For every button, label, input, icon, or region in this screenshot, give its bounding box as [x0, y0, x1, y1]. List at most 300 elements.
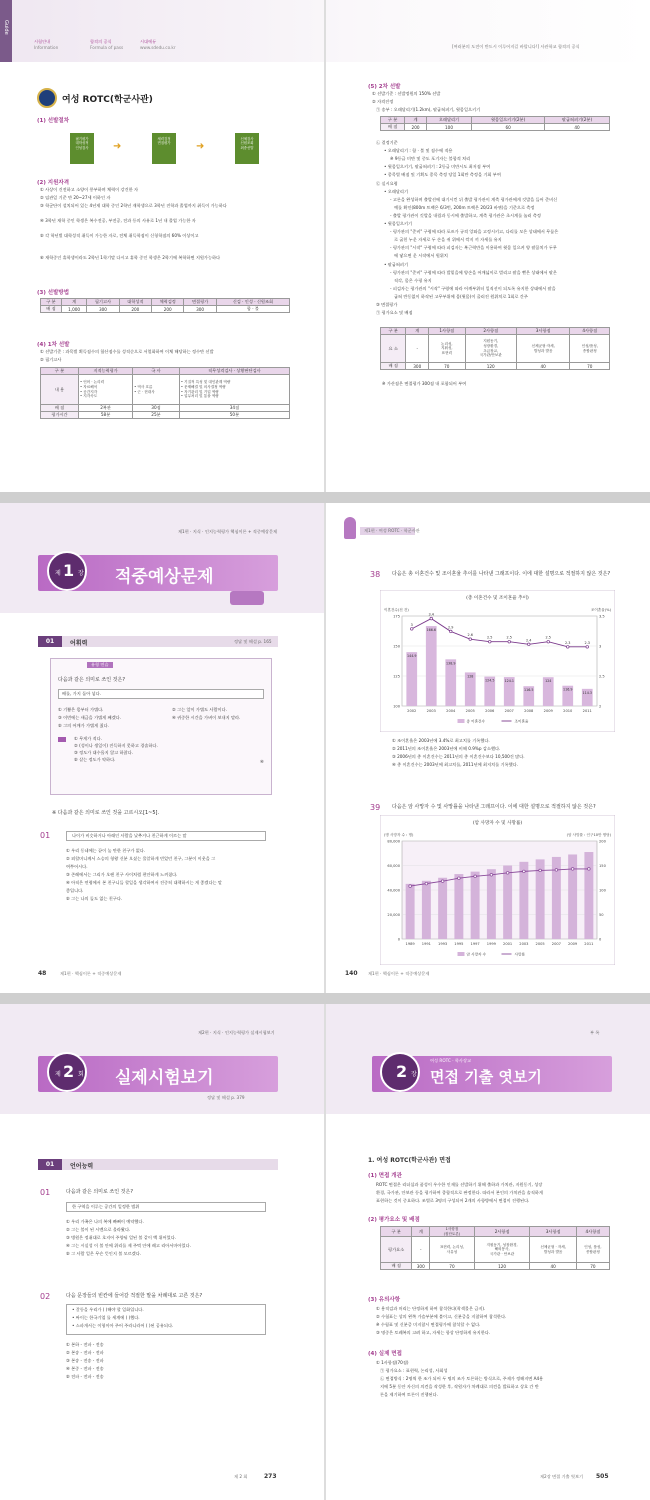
choice-item[interactable]: ① 우리 가족은 나의 복에 빠뻐이 예약했다.: [66, 1219, 144, 1224]
x-tick: 2004: [446, 709, 456, 713]
choice-item[interactable]: ① 기쁨은 몫부터 가볍다.: [58, 707, 104, 712]
q2-box-line: • 스파개서는 이형이아 주어 주라니라어 ( )된 공유되다.: [72, 1323, 174, 1328]
header-col3-ko: 시대에듀: [140, 39, 157, 44]
table-header: 구 분: [41, 368, 79, 375]
legend-label: 총 이혼건수: [466, 719, 485, 724]
rotc-emblem-icon: [37, 88, 57, 108]
line-point: [430, 617, 433, 620]
actual-line: ㉠ 평가요소 : 표현력, 논리성, 사회성: [380, 1368, 448, 1373]
header-col1-ko: 시험안내: [34, 39, 51, 44]
hint-answer: ④: [260, 759, 264, 764]
bar-label: 114.3: [582, 690, 592, 695]
x-tick: 2009: [543, 709, 553, 713]
page-number: 273: [264, 1473, 277, 1480]
fitness-table: [380, 116, 610, 131]
chapter-number: 2: [396, 1062, 408, 1081]
left-running-header: 제1편 · 지식 · 인지능력평가 핵심이론 + 적중예상문제: [178, 529, 278, 534]
x-tick: 2007: [504, 709, 514, 713]
line-point: [586, 646, 589, 649]
table-cell: 100: [426, 124, 471, 131]
choice-item[interactable]: ④ 아직은 연령에서 본 친구니들 할일을 생각하여서 진중히 대책하시는 게 좋겠다는 말: [66, 880, 222, 885]
actual-line: ㉡ 면접방식 : 2명씩 한 조가 되어 두 명의 조가 토론하는 방식으로, 주제가 정해지면 A4용: [380, 1376, 544, 1381]
choice-item[interactable]: ① 우리 동네에는 끝이 높 만한 친구가 없다.: [66, 848, 146, 853]
section-selection-method: (3) 선발방법: [37, 290, 70, 296]
y-left-tick: 0: [397, 937, 400, 942]
x-tick: 1997: [470, 942, 480, 946]
question-text: 다음은 총 이혼건수 및 조이혼율 추이를 나타낸 그래프이다. 이에 대한 설명으로 적절하지 않은 것은?: [392, 571, 611, 577]
choice-item: 여쭈어시다.: [66, 864, 88, 869]
table-cell: 신체균형·자세, 발성과 발음: [516, 335, 570, 363]
table-cell: 합 · 불: [216, 306, 289, 313]
question-number: 01: [40, 831, 51, 840]
line-point: [539, 869, 542, 872]
table-header: 신검 · 인성 · 신원조회: [216, 299, 289, 306]
choice-item[interactable]: ④ 총 이혼건수는 2003년에 최고치를, 2011년에 최저치를 기록했다.: [392, 762, 519, 767]
bar: [406, 884, 415, 939]
choice-item[interactable]: ④ 귀중한 시간을 가벼이 보내지 말라.: [172, 715, 241, 720]
table-cell: 1,000: [61, 306, 86, 313]
line-point: [508, 640, 511, 643]
table-header: 2사항점: [465, 328, 516, 335]
second-selection-line: ㉠ 평가요소 및 배점: [376, 310, 413, 316]
left-running-header: 제2편 · 지식 · 인지능력평가 실제시험보기: [198, 1030, 275, 1035]
gutter: [324, 0, 326, 492]
bar: [503, 866, 512, 940]
table-header: 계: [61, 299, 86, 306]
section-second-selection: (5) 2차 선발: [368, 84, 401, 90]
table-cell: 60: [472, 124, 545, 131]
y-left-tick: 80,000: [387, 839, 400, 844]
y-left-tick: 60,000: [387, 863, 400, 868]
bar-label: 128: [467, 674, 474, 679]
table-cell: 평가시간: [41, 412, 79, 419]
spread-chapter2: [0, 1004, 650, 1500]
question-text: 다음은 암 사망자 수 및 사망률을 나타낸 그래프이다. 이에 대한 설명으로 적절하지 않은 것은?: [392, 804, 596, 810]
x-tick: 1991: [421, 942, 431, 946]
second-selection-item: ㉠ 송부 : 오래달리기(1.2km), 팔굽혀펴기, 윗몸일으키기: [376, 107, 481, 112]
y-left-tick: 125: [393, 674, 400, 679]
y-right-tick: 200: [599, 839, 606, 844]
second-selection-line: - 평가관의 "시작" 구령에 따라 피검자는 복근력만을 이용하여 윗몸 일으켜 양 팔꿈치가 두무: [390, 245, 557, 251]
table-cell: 300: [412, 1263, 430, 1270]
table-header: 4사항점: [576, 1227, 609, 1237]
first-selection-item: ② 필기고사: [40, 357, 62, 362]
selection-method-table: [40, 298, 290, 313]
choice-item[interactable]: ① 본하 - 전파 - 전송: [66, 1342, 104, 1347]
actual-line: 론을 제기하여 토론이 진행된다.: [380, 1392, 438, 1397]
x-tick: 2005: [535, 942, 545, 946]
line-point: [441, 880, 444, 883]
hint-line: ⑤ 살는 정도가 약하다.: [74, 757, 116, 762]
table-header: 팔굽혀펴기(2분): [545, 117, 610, 124]
first-selection-item: ① 선발기준 : 과목별 획득점수의 합산점수를 성적순으로 서열화하여 이체 해당하는 정수만 선발: [40, 349, 214, 354]
choice-item[interactable]: ② 외할머니께서 스승의 형왕 신분 오셨는 물알하게 빈었던 친구, 그분이 이웃을 그: [66, 856, 216, 861]
choice-item[interactable]: ⑤ 그는 나의 둘도 없는 친구다.: [66, 896, 123, 901]
second-selection-line: • 오래달리기: [384, 188, 409, 194]
choice-item[interactable]: ② 본송 - 전파 - 전파: [66, 1350, 104, 1355]
sample-stem: 배를, 가지 돌아 넣다.: [62, 691, 102, 696]
table-cell: 25분: [133, 412, 180, 419]
line-point: [490, 874, 493, 877]
table-cell: 인성/품성, 종합판정: [570, 335, 610, 363]
table-cell: -: [406, 335, 429, 363]
right-footer: 제1편 · 핵심이론 + 적중예상문제: [368, 971, 430, 976]
actual-line: ① 1사항점(70점): [376, 1360, 409, 1365]
chapter-title: 적중예상문제: [115, 567, 214, 587]
bar: [445, 659, 456, 706]
table-header: 직무성격검사 · 상황판단검사: [179, 368, 289, 375]
chapter-number: 2: [63, 1062, 75, 1081]
section-precautions: (3) 유의사항: [368, 1297, 401, 1303]
bar: [438, 878, 447, 939]
chapter-suffix: 장: [78, 570, 84, 577]
legend-swatch-bars: [458, 719, 465, 723]
line-point: [474, 875, 477, 878]
table-cell: • 역사 흐름 • 근 · 현대사: [133, 375, 180, 405]
second-selection-line: ㉢ 실시요령: [376, 180, 398, 186]
arrow-right-icon: ➜: [196, 141, 205, 152]
table-cell: 배 점: [381, 1263, 412, 1270]
eligibility-item: ③ 학군단이 설치되어 있는 4년제 대학 중인 2학년 재학생으로 3학년 진학과 졸업까지 취득이 가능하다: [40, 203, 227, 208]
bar-label: 166.6: [426, 628, 436, 633]
x-tick: 2008: [524, 709, 534, 713]
chapter-title: 실제시험보기: [115, 1068, 214, 1088]
section-eligibility: (2) 지원자격: [37, 180, 70, 186]
chapter-badge: [47, 1052, 87, 1092]
chart-title: (암 사망자 수 및 사망률): [472, 821, 523, 826]
chapter-title: 면접 기출 엿보기: [430, 1068, 542, 1086]
right-running-header: 부 록: [590, 1030, 600, 1035]
table-cell: 120: [465, 363, 516, 370]
y-right-tick: 100: [599, 888, 606, 893]
chapter-badge: [380, 1052, 420, 1092]
point-label: 3.4: [428, 612, 434, 617]
written-test-table: [40, 367, 290, 419]
line-point: [409, 885, 412, 888]
gutter: [324, 1004, 326, 1500]
y-left-tick: 20,000: [387, 912, 400, 917]
second-selection-line: • 윗몸일으키기: [384, 221, 413, 226]
table-cell: 평가요소: [381, 1237, 412, 1263]
table-cell: -: [412, 1237, 430, 1263]
table-cell: 120: [474, 1263, 530, 1270]
second-selection-line: - 평가관의 "준비" 구령에 따라 포즈가 규격 앙와을 고정시키고, 다리를 모은 상태에서 무릎은: [390, 229, 559, 235]
bar: [487, 869, 496, 939]
line-point: [425, 882, 428, 885]
table-cell: 300: [87, 306, 119, 313]
bar: [406, 652, 417, 706]
section-first-selection: (4) 1차 선발: [37, 342, 70, 348]
table-cell: 요 소: [381, 335, 406, 363]
precaution-line: ③ 명중은 토레복의 고려 하고, 자세는 항상 단정하게 유지한다.: [376, 1330, 491, 1335]
table-cell: 지원동기, 성장환경, 초급장교, 국가관/안보관: [465, 335, 516, 363]
line-point: [469, 638, 472, 641]
table-header: 구 분: [41, 299, 62, 306]
actual-line: 지에 5분 동안 자신의 의견을 작성한 후, 작원자가 차례대로 의견을 발표하고 상호 간 반: [380, 1384, 539, 1389]
bar-label: 116.5: [524, 688, 534, 693]
choice-item[interactable]: ④ 그는 시실성 이 볼 안에 위리를 제 주먹 안에 레고 리아서마아었다.: [66, 1243, 191, 1248]
left-footer: 제1편 · 핵심이론 + 적중예상문제: [60, 971, 122, 976]
point-label: 2.3: [565, 640, 571, 645]
left-footer: 제 2 회: [234, 1474, 248, 1479]
point-label: 2.3: [584, 640, 590, 645]
spread-guide: [0, 0, 650, 492]
eligibility-item: ② 임관일 기준 만 20~27세 이하인 자: [40, 195, 111, 200]
line-point: [566, 646, 569, 649]
bar: [519, 862, 528, 939]
point-label: 2.5: [506, 635, 512, 640]
section-title: 어휘력: [70, 640, 88, 647]
table-cell: 70: [429, 363, 466, 370]
precaution-line: ① 용적검과 머리는 단정하게 하여 참석한다(착색물은 금지).: [376, 1306, 486, 1311]
table-cell: 배 점: [41, 306, 62, 313]
chapter-suffix: 장: [411, 1071, 417, 1078]
table-cell: 300: [184, 306, 216, 313]
choice-item[interactable]: ③ 이번에는 새금을 가볍게 째겠다.: [58, 715, 121, 720]
point-label: 2.5: [545, 635, 551, 640]
table-cell: 논리성, 지휘성, 표현력: [429, 335, 466, 363]
page-title: 여성 ROTC(학군사관): [62, 95, 153, 105]
x-tick: 1993: [438, 942, 448, 946]
table-header: 3사항점: [516, 328, 570, 335]
truck-icon: [230, 591, 264, 605]
mascot-icon: [344, 517, 356, 539]
y-left-label: 이혼건수(천 건): [384, 608, 409, 612]
hint-line: ③ 정도가 대수롭지 않고 하찮다.: [74, 750, 133, 755]
table-header: 구 분: [381, 117, 405, 124]
x-tick: 2003: [426, 709, 436, 713]
table-cell: 34점: [179, 405, 289, 412]
interview-elements-table: [380, 327, 610, 370]
second-selection-line: ※ 9등급 미만 및 중도 포기자는 불합격 처리: [390, 156, 471, 162]
question-number: 01: [40, 1188, 51, 1197]
overview-line: ROTC 면접은 리더십과 품성이 우수한 인재를 선발하기 위해 출하과 가치관, 지원동기, 성장: [376, 1182, 543, 1187]
table-header: 대학성적: [119, 299, 151, 306]
choice-item[interactable]: ① 조이혼율은 2003년에 3.4%로 최고치를 기록했다.: [392, 738, 490, 743]
chapter-number: 1: [63, 561, 75, 580]
table-cell: 30점: [133, 405, 180, 412]
table-header: 1사항점: [429, 328, 466, 335]
line-point: [488, 640, 491, 643]
table-cell: 50분: [179, 412, 289, 419]
y-right-label: (암 사망률 : 인구10만 명당): [566, 833, 611, 837]
second-selection-line: • 팔굽혀펴기: [384, 261, 409, 267]
cancer-chart: [380, 815, 615, 965]
chapter-badge: [47, 551, 87, 591]
chapter-suffix: 회: [78, 1071, 84, 1078]
interview-score-table: [380, 1226, 610, 1270]
table-header: 면접평가: [184, 299, 216, 306]
y-right-tick: 0: [599, 937, 602, 942]
table-cell: 70: [570, 363, 610, 370]
second-selection-line: ㉡ 결정기준: [376, 140, 398, 145]
line-point: [458, 877, 461, 880]
question-number: 39: [370, 803, 381, 812]
point-label: 2.6: [467, 633, 473, 638]
right-running-header: 제1편 · 여성 ROTC · 학군사관: [364, 528, 420, 533]
page-number: 48: [38, 970, 47, 977]
guide-tab: [0, 0, 12, 62]
flow-step-3: 신체검사 신원조회 최종선발: [235, 133, 259, 164]
table-cell: 200: [119, 306, 151, 313]
bar-label: 144.9: [407, 654, 417, 659]
instruction: ※ 다음과 같은 의미로 쓰인 것을 고르시오[1~5].: [52, 810, 160, 816]
table-cell: 40: [545, 124, 610, 131]
header-col2-ko: 합격의 공식: [90, 39, 112, 44]
header-col3-en: www.sdedu.co.kr: [140, 45, 176, 50]
choice-item[interactable]: ⑤ 그의 어깨가 가볍게 첬다.: [58, 723, 109, 728]
y-right-tick: 3: [599, 644, 602, 649]
hint-line: ① 무게가 적다.: [74, 736, 102, 741]
line-point: [523, 870, 526, 873]
y-right-tick: 3.5: [599, 614, 605, 619]
x-tick: 2005: [465, 709, 475, 713]
section-number: 01: [38, 1159, 62, 1170]
choice-item[interactable]: ③ 존레에서는 그리가 오랜 친구 사이처럼 편안하게 느껴졌다.: [66, 872, 178, 877]
line-point: [571, 868, 574, 871]
bar: [454, 874, 463, 939]
second-selection-line: • 종목별 배점 및 기획도 종목 측정 당일 1회만 측정을 기회 부여: [384, 172, 501, 178]
table-cell: • 언어 · 논리력 • 자료해석 • 공간지각 • 지각속도: [79, 375, 133, 405]
second-selection-line: • 윗몸일으키기, 팔굽혀펴기 : 2등급 미만시도 최저점 부여: [384, 164, 491, 170]
section-actual-interview: (4) 실제 면접: [368, 1351, 402, 1357]
table-header: 국 사: [133, 368, 180, 375]
bar-label: 116.9: [563, 687, 573, 692]
eligibility-item: ⑥ 재학중인 휴학생이라도 2학년 1학기말 다시고 휴학 중인 학생은 2학기에 복학하면 지원가능하다: [40, 255, 221, 260]
x-tick: 1989: [405, 942, 415, 946]
eligibility-item: ⑤ 각 학년별 대학성적 취득이 가능한 자로, 전체 취득학점이 신청학점의 60% 이상이고: [40, 233, 199, 238]
bonus-note: ※ 가산점은 면접평가 300점 내 포함되어 부여: [382, 381, 467, 386]
q1-stem: 한 구역을 이루는 공간의 일정한 범위: [72, 1204, 140, 1209]
table-cell: 지원동기, 성장환경, 해외봉사, 국가관 · 안보관: [474, 1237, 530, 1263]
sample-label: 유형 연습: [87, 662, 113, 668]
second-selection-line: - 출발 평가관이 깃발을 내림과 동시에 출발하고, 계측 평가관은 초시계를 눌러 측정: [390, 212, 541, 218]
table-header: 체력검정: [152, 299, 184, 306]
table-header: 3사항점: [530, 1227, 576, 1237]
right-footer: 제2장 면접 기출 엿보기: [540, 1474, 584, 1479]
precaution-line: ② 수험표는 상의 왼쪽 가슴부분에 붙이고, 신분증을 지참하여 참석한다.: [376, 1314, 507, 1319]
table-header: 2사항점: [474, 1227, 530, 1237]
line-point: [588, 868, 591, 871]
table-header: 필기고사: [87, 299, 119, 306]
table-cell: 신체균형 · 자세, 발성과 발음: [530, 1237, 576, 1263]
table-cell: 58분: [79, 412, 133, 419]
guide-tab-label: Guide: [3, 20, 9, 35]
chapter-subtitle: 정답 및 해설 p. 379: [207, 1095, 245, 1100]
table-cell: 200: [152, 306, 184, 313]
table-cell: 표현력, 논리성, 사유성: [430, 1237, 474, 1263]
question-text: 다음과 같은 의미로 쓰인 것은?: [66, 1189, 133, 1195]
table-header: 계: [406, 328, 429, 335]
line-point: [449, 630, 452, 633]
header-col1-en: Information: [34, 45, 59, 50]
choice-item[interactable]: ④ 본중 - 전파 - 전송: [66, 1366, 104, 1371]
point-label: 3: [410, 622, 413, 627]
bar: [422, 881, 431, 939]
eligibility-item: ① 사상이 건전하고 소양이 풍부하며 체력이 강건한 자: [40, 187, 139, 192]
q2-box-line: • 싸이는 한국기업 를 세계에 ( )했다.: [72, 1315, 140, 1320]
table-header: 계: [412, 1227, 430, 1237]
table-cell: 배 점: [41, 405, 79, 412]
overview-line: 표현하는 것이 중요하다. 조별로 3명의 구성되어 2개의 사항방에서 면접이 진행된다.: [376, 1198, 530, 1203]
point-label: 2.5: [487, 635, 493, 640]
section-elements: (2) 평가요소 및 배점: [368, 1217, 420, 1223]
choice-item[interactable]: ⑤ 전파 - 전파 - 전송: [66, 1374, 104, 1379]
y-left-tick: 150: [393, 644, 400, 649]
question-number: 38: [370, 570, 381, 579]
choice-item[interactable]: ② 2011년의 조이혼율은 2003년에 비해 0.9%p 감소했다.: [392, 746, 501, 751]
question-text: 다음 문장들의 빈칸에 들어갈 적절한 말을 차례대로 고른 것은?: [66, 1293, 203, 1299]
chart-title: (총 이혼건수 및 조이혼율 추이): [466, 596, 529, 601]
line-point: [555, 869, 558, 872]
x-tick: 1999: [486, 942, 496, 946]
second-selection-line: ③ 면접평가: [376, 302, 398, 307]
choice-item[interactable]: ③ 병원은 정취대로 호지어 주양둬 얼된 볼 같이 벡 위어었다.: [66, 1235, 177, 1240]
overview-line: 환경, 국가관, 안보관 등을 평가하여 종합적으로 판정한다. 따라서 본인의 가치관을 솔직하게: [376, 1190, 543, 1195]
bar: [426, 626, 437, 706]
table-cell: 배 점: [381, 363, 406, 370]
chapter-top-label: 여성 ROTC · 학사장교: [430, 1058, 472, 1063]
bar-label: 138.9: [446, 661, 456, 666]
x-tick: 2001: [503, 942, 513, 946]
q2-box-line: • 갈등을 우리가 ( )해야 할 일화입니다.: [72, 1307, 144, 1312]
section-hint: 정답 및 해설 p. 165: [234, 639, 272, 644]
page-number: 505: [596, 1473, 609, 1480]
table-header: 4사항점: [570, 328, 610, 335]
choice-item: 좋입니다.: [66, 888, 84, 893]
chapter-label: 제: [55, 570, 61, 577]
legend-label: 사망률: [514, 952, 525, 957]
table-cell: • 기질적 특성 및 대인관계 역량 • 문제해결 및 의사결정 역량 • 자기관리 및 기업 역량 • 업무처리 및 통솔 역량: [179, 375, 289, 405]
bar: [568, 854, 577, 939]
chapter-label: 제: [55, 1071, 61, 1078]
y-right-tick: 150: [599, 863, 606, 868]
point-label: 2.4: [526, 638, 532, 643]
question-number: 02: [40, 1292, 51, 1301]
y-left-tick: 175: [393, 614, 400, 619]
x-tick: 2003: [519, 942, 529, 946]
y-right-tick: 2: [599, 704, 602, 709]
header-right: [여러분의 도전이 반드시 이루어지길 바랍니다!] 사관학교 합격의 공식: [452, 44, 580, 49]
choice-item[interactable]: ② 그는 앞이 가볍도 사람이다.: [172, 707, 227, 712]
y-left-tick: 100: [393, 704, 400, 709]
section-title: 언어능력: [70, 1163, 94, 1170]
second-selection-line: - 고른을 완성하며 출발선에 대기시킨 뒤 출발 평가관이 계측 평가관에게 깃발을 들어 준비신: [390, 196, 558, 202]
spread-chapter1: [0, 503, 650, 993]
eligibility-item: ④ 3학년 재학 중인 학생은 복수전공, 부전공, 전과 등의 사유로 1년 내 졸업 가능한 자: [40, 218, 196, 223]
second-selection-line: - 평가관의 "준비" 구령에 따라 발밑을에 양손을 어깨넓이로 벌리고 팔을 뻗은 상태에서 팔은: [390, 269, 557, 275]
q1-stem: 나이가 비슷하거나 아래인 사람을 낮추거나 친근하게 이르는 말: [72, 833, 187, 838]
table-cell: 70: [576, 1263, 609, 1270]
choice-item[interactable]: ③ 2006년의 총 이혼건수는 2011년의 총 이혼건수보다 10,500건 많다.: [392, 754, 525, 759]
choice-item[interactable]: ② 그는 불이 된 시멘으로 올라왔다.: [66, 1227, 131, 1232]
second-selection-line: 예를 확인(800m 트랙은 6/3번, 200m 트랙은 20/23 바퀴)을 기준으로 측정: [394, 204, 535, 210]
x-tick: 2009: [568, 942, 578, 946]
choice-item[interactable]: ③ 본송 - 전송 - 전파: [66, 1358, 104, 1363]
table-header: 오래달리기: [426, 117, 471, 124]
divorce-chart: [380, 590, 615, 732]
choice-item[interactable]: ⑤ 그 사람 얼은 무슨 뜻인지 볼 모르겠다.: [66, 1251, 142, 1256]
bar-label: 124.5: [485, 678, 495, 683]
second-selection-line: • 오래달리기 : 합 · 불 및 점수에 적용: [384, 148, 453, 154]
sample-question: 다음과 같은 의미로 쓰인 것은?: [58, 677, 125, 683]
gutter: [324, 503, 326, 993]
table-cell: 200: [405, 124, 427, 131]
page-number: 140: [345, 970, 358, 977]
header-col2-en: Formula of pass: [90, 45, 124, 50]
hint-icon: [58, 737, 66, 742]
table-header: 구 분: [381, 1227, 412, 1237]
